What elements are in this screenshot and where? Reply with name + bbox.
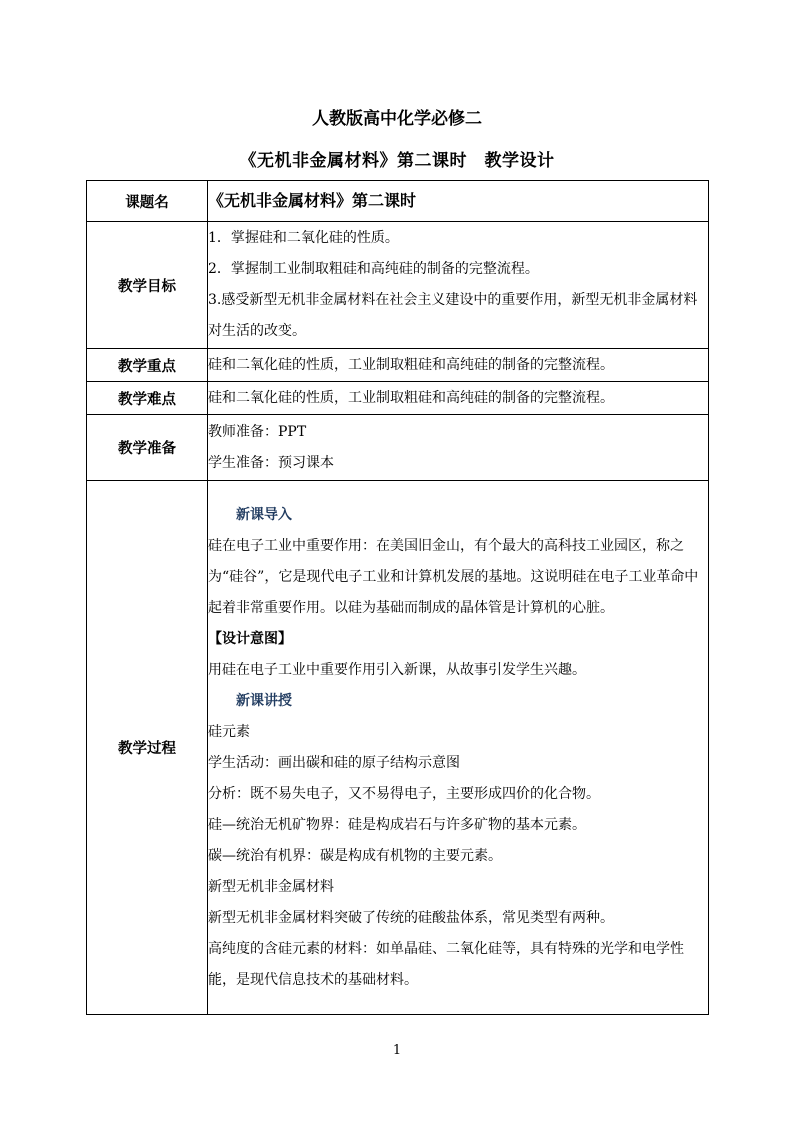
preparation-label: 教学准备	[87, 415, 208, 481]
key-points-value	[208, 349, 709, 382]
process-label: 教学过程	[87, 481, 208, 1015]
intro-heading: 新课导入	[236, 506, 292, 523]
final-text: 高纯度的含硅元素的材料：如单晶硅、二氧化硅等，具有特殊的光学和电学性能，是现代信息技术的基础材料。	[208, 940, 684, 988]
topic-value	[208, 181, 709, 222]
key-points-label: 教学重点	[87, 349, 208, 382]
process-line: 分析：既不易失电子，又不易得电子，主要形成四价的化合物。	[208, 785, 600, 802]
design-intent-heading: 【设计意图】	[208, 630, 292, 647]
page-number: 1	[392, 1043, 402, 1058]
objective-item: 2．掌握制工业制取粗硅和高纯硅的制备的完整流程。	[208, 261, 539, 277]
process-line: 硅—统治无机矿物界：硅是构成岩石与许多矿物的基本元素。	[208, 816, 586, 833]
table-row-objectives	[87, 222, 709, 349]
design-intent-text: 用硅在电子工业中重要作用引入新课，从故事引发学生兴趣。	[208, 661, 586, 678]
lecture-heading: 新课讲授	[236, 692, 292, 709]
table-row-difficulties	[87, 382, 709, 415]
teacher-preparation: 教师准备：PPT	[208, 423, 307, 440]
table-row-process	[87, 481, 709, 1015]
key-points-text: 硅和二氧化硅的性质，工业制取粗硅和高纯硅的制备的完整流程。	[208, 356, 614, 373]
process-line: 硅元素	[208, 723, 250, 740]
objectives-label: 教学目标	[87, 222, 208, 349]
process-line: 新型无机非金属材料突破了传统的硅酸盐体系，常见类型有两种。	[208, 909, 614, 926]
table-row-preparation	[87, 415, 709, 481]
lesson-plan-table	[86, 180, 709, 1015]
document-subtitle: 《无机非金属材料》第二课时 教学设计	[239, 151, 555, 171]
student-preparation: 学生准备：预习课本	[208, 454, 334, 471]
difficulties-value	[208, 382, 709, 415]
topic-name: 《无机非金属材料》第二课时	[208, 191, 417, 210]
objective-item: 1．掌握硅和二氧化硅的性质。	[208, 230, 399, 246]
topic-label: 课题名	[87, 181, 208, 222]
objective-item: 3.感受新型无机非金属材料在社会主义建设中的重要作用，新型无机非金属材料对生活的改变。	[208, 292, 698, 339]
difficulties-text: 硅和二氧化硅的性质，工业制取粗硅和高纯硅的制备的完整流程。	[208, 389, 614, 406]
process-content	[208, 481, 709, 1015]
process-line: 学生活动：画出碳和硅的原子结构示意图	[208, 754, 460, 771]
intro-text: 硅在电子工业中重要作用：在美国旧金山，有个最大的高科技工业园区，称之为“硅谷”，它是现代电子工业和计算机发展的基地。这说明硅在电子工业革命中起着非常重要作用。以硅为基础而制成的晶体管是计算机的心脏。	[208, 537, 699, 616]
process-line: 碳—统治有机界：碳是构成有机物的主要元素。	[208, 847, 502, 864]
document-title: 人教版高中化学必修二	[312, 109, 482, 129]
preparation-content	[208, 415, 709, 481]
difficulties-label: 教学难点	[87, 382, 208, 415]
table-row-key-points	[87, 349, 709, 382]
process-line: 新型无机非金属材料	[208, 878, 334, 895]
table-row-topic	[87, 181, 709, 222]
objectives-content	[208, 222, 709, 349]
